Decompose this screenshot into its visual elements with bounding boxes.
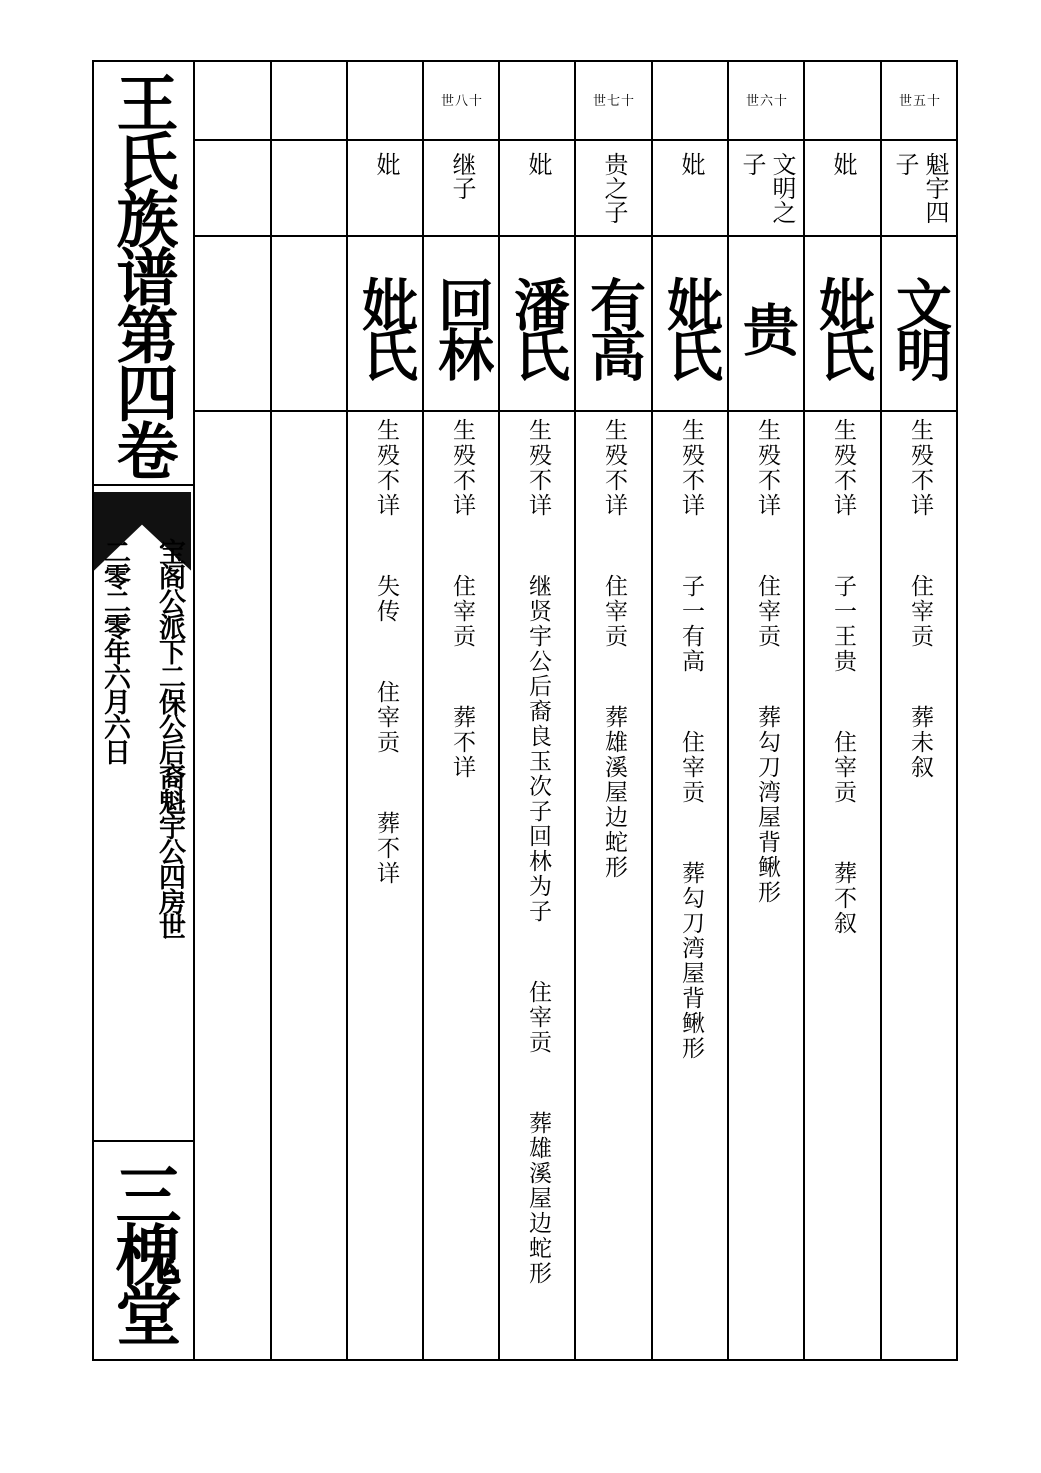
generation-label: 世五十 xyxy=(898,94,941,109)
book-title: 王氏族谱第四卷 xyxy=(106,71,179,477)
relation-text: 妣 xyxy=(677,152,705,176)
relation-cell xyxy=(729,152,805,232)
name-cell xyxy=(882,246,958,406)
entry-column xyxy=(805,60,881,1361)
relation-cell xyxy=(348,152,424,232)
person-name: 妣氏 xyxy=(353,276,419,376)
detail-text: 生殁不详 继贤宇公后裔良玉次子回林为子 住宰贡 葬雄溪屋边蛇形 xyxy=(525,418,551,1286)
person-name: 文明 xyxy=(887,276,953,376)
person-name: 贵 xyxy=(734,301,800,351)
relation-cell xyxy=(576,152,652,232)
entry-column-empty xyxy=(272,60,348,1361)
name-cell xyxy=(424,246,500,406)
detail-cell xyxy=(653,418,729,1061)
detail-text: 生殁不详 子一王贵 住宰贡 葬不叙 xyxy=(830,418,856,936)
detail-text: 生殁不详 住宰贡 葬勾刀湾屋背鳅形 xyxy=(754,418,780,905)
detail-cell xyxy=(729,418,805,905)
detail-cell xyxy=(424,418,500,780)
person-name: 回林 xyxy=(429,276,495,376)
generation-label: 世八十 xyxy=(440,94,483,109)
generation-label: 世七十 xyxy=(592,94,635,109)
relation-text: 妣 xyxy=(524,152,552,176)
person-name: 妣氏 xyxy=(658,276,724,376)
person-name: 潘氏 xyxy=(505,276,571,376)
relation-text: 贵之子 xyxy=(600,152,628,224)
relation-text: 妣 xyxy=(372,152,400,176)
detail-cell xyxy=(348,418,424,886)
entry-column xyxy=(653,60,729,1361)
name-cell xyxy=(576,246,652,406)
entry-column xyxy=(424,60,500,1361)
name-cell xyxy=(194,246,270,406)
entry-column xyxy=(882,60,958,1361)
relation-text: 文明之子 xyxy=(738,152,796,224)
date-text: 二零二零年六月六日 xyxy=(99,538,130,763)
detail-text: 生殁不详 住宰贡 葬雄溪屋边蛇形 xyxy=(601,418,627,880)
relation-cell xyxy=(272,152,348,232)
detail-text: 生殁不详 失传 住宰贡 葬不详 xyxy=(373,418,399,886)
entry-column xyxy=(500,60,576,1361)
detail-text: 生殁不详 子一有高 住宰贡 葬勾刀湾屋背鳅形 xyxy=(678,418,704,1061)
detail-text: 生殁不详 住宰贡 葬未叙 xyxy=(907,418,933,780)
name-cell xyxy=(729,246,805,406)
genealogy-grid xyxy=(194,60,958,1361)
relation-text: 妣 xyxy=(829,152,857,176)
detail-cell xyxy=(805,418,881,936)
name-cell xyxy=(805,246,881,406)
relation-cell xyxy=(194,152,270,232)
person-name: 有高 xyxy=(581,276,647,376)
hall-divider xyxy=(92,1140,193,1142)
name-cell xyxy=(348,246,424,406)
entry-column xyxy=(729,60,805,1361)
entry-column-empty xyxy=(194,60,270,1361)
name-cell xyxy=(653,246,729,406)
name-cell xyxy=(272,246,348,406)
hall-name: 三槐堂 xyxy=(104,1161,182,1341)
generation-label: 世六十 xyxy=(745,94,788,109)
subtitle-block xyxy=(92,538,193,1138)
entry-column xyxy=(348,60,424,1361)
relation-cell xyxy=(500,152,576,232)
detail-cell xyxy=(576,418,652,880)
title-column xyxy=(92,60,195,1361)
detail-text: 生殁不详 住宰贡 葬不详 xyxy=(449,418,475,780)
relation-cell xyxy=(805,152,881,232)
person-name: 妣氏 xyxy=(810,276,876,376)
name-cell xyxy=(500,246,576,406)
entry-column xyxy=(576,60,652,1361)
relation-text: 继子 xyxy=(448,152,476,200)
relation-cell xyxy=(653,152,729,232)
relation-text: 魁宇四子 xyxy=(891,152,949,224)
title-divider xyxy=(92,484,193,486)
lineage-text: 宝阁公派下二保公后裔魁宇公四房世 xyxy=(154,538,185,938)
detail-cell xyxy=(500,418,576,1286)
detail-cell xyxy=(882,418,958,780)
relation-cell xyxy=(882,152,958,232)
relation-cell xyxy=(424,152,500,232)
